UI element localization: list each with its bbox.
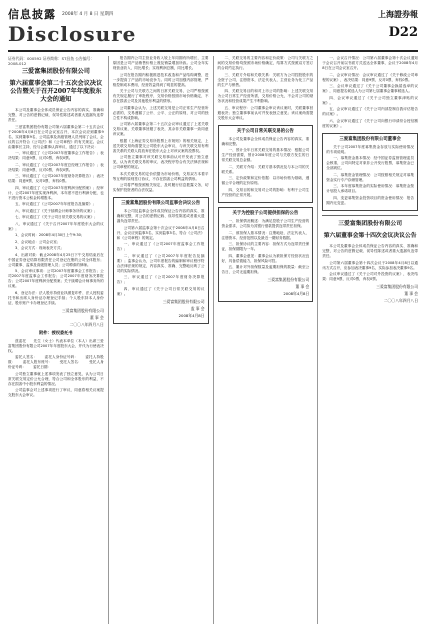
- paragraph: 四、关联交易目的和对上市公司的影响：上述关联交易为公司日常生产经营所需，交易价格公允，不会对公司的财务状况和经营成果产生不利影响。: [217, 89, 314, 103]
- brand-title: 信息披露: [8, 8, 56, 21]
- paragraph: 三爱富集团股份有限公司第六届董事会第二十五次会议于2008年4月8日在公司会议室召开，本次会议应到董事9名，实到董事9名，公司监事及高级管理人员列席了会议，会议的召开符合《公司法》和《公司章程》的有关规定。会议由董事长主持，经与会董事认真审议，通过了以下决议：: [8, 124, 104, 149]
- signature-company: 三爱富集团股份有限公司: [162, 298, 205, 304]
- box-body: [117, 209, 205, 297]
- paragraph: 公司监事会对上述事项进行了审议，同意将相关议案提交股东大会审议。: [8, 388, 104, 397]
- paragraph: 四、会议审议通过了《关于公司独立董事津贴的议案》。: [322, 95, 418, 105]
- paragraph: 三、担保协议的主要内容：担保方式为连带责任保证，担保期限为一年。: [221, 242, 310, 251]
- notice-company: 三爱富集团股份有限公司: [21, 68, 90, 75]
- paragraph: 三、审议通过了《公司2007年度财务决算报告》；: [116, 275, 205, 284]
- issue-date: 2008年 4 月 8 日 星期四: [62, 12, 114, 17]
- box-body: [222, 137, 310, 198]
- paragraph: 二、被担保人基本情况：注册地址、法定代表人、注册资本、经营范围以及最近一期财务数据。: [221, 230, 310, 240]
- paragraph: 1、会议时间：2008年4月30日上午9:30；: [15, 233, 85, 237]
- paragraph: 一、审议通过了《公司2007年度董事会工作报告》；表决结果：同意9票，反对0票，弃权0票。: [8, 151, 104, 160]
- paragraph: 一、审议通过了《公司2007年度监事会工作报告》；: [116, 242, 205, 251]
- box-title: 三爱富集团股份有限公司董事会: [339, 136, 401, 142]
- paper-name: 上海證券報: [378, 9, 418, 19]
- divider: [322, 215, 418, 216]
- signature-board: 董 事 会: [404, 291, 418, 296]
- notice-title: 第六届董事会第二十五次会议决议公告暨关于召开2007年年度股东大会的通知: [9, 80, 103, 103]
- paragraph: 二、关联交易的主要内容和定价政策：公司与关联方之间的交易价格均按照市场价格确定，结算方式按照双方签订的合同约定执行。: [217, 56, 314, 70]
- paragraph: 三、本年度募集资金的实际使用情况：募集资金按计划投入承诺项目。: [326, 184, 414, 193]
- paragraph: 2、会议地点：公司会议室；: [15, 239, 61, 244]
- paragraph: 八、审议通过了《关于召开2007年年度股东大会的议案》；: [8, 221, 104, 231]
- attachment-body: [8, 339, 104, 399]
- paragraph: 关于公司与关联方之间的日常关联交易，公司严格按照有关规定履行了审批程序，交易价格按照市场价格确定，不存在损害公司及其他股东利益的情形。: [112, 89, 209, 103]
- column-body: [322, 56, 418, 129]
- signature-company: 三爱富集团股份有限公司: [267, 277, 310, 282]
- paragraph: 本公司及监事会全体成员保证公告内容的真实、准确和完整，对公告的虚假记载、误导性陈述或者重大遗漏负连带责任。: [116, 209, 205, 223]
- guarantee-box: [218, 207, 314, 302]
- signature-board: 董 事 会: [295, 284, 310, 289]
- paragraph: 公司独立董事对该关联交易事前认可并发表了独立意见，认为该关联交易的审议、表决程序符合有关法律法规和公司章程的规定。: [112, 155, 209, 169]
- column-4: [317, 56, 418, 624]
- column-2: [108, 56, 209, 624]
- paragraph: 二、关联方介绍：关联方基本情况及与本公司的关联关系。: [221, 164, 310, 174]
- signature-date: 二〇〇八年四月八日: [69, 321, 104, 327]
- paragraph: 根据《上海证券交易所股票上市规则》的相关规定，上述关联交易尚需提交公司股东大会审议，与该关联交易有利害关系的关联人将放弃在股东大会上对该议案的投票权。: [112, 138, 209, 153]
- signature-date: 二〇〇八年四月八日: [383, 298, 418, 303]
- second-notice-body: [322, 244, 418, 282]
- paragraph: 三、会议审议通过了《关于公司董事会换届选举的议案》，同意提名候选人为公司第七届董事会董事候选人。: [322, 84, 418, 93]
- second-notice-company: 三爱富集团股份有限公司: [338, 221, 403, 227]
- paragraph: 四、交易目的和交易对公司的影响：有利于公司生产经营的正常开展。: [221, 187, 310, 197]
- page-number: D22: [388, 25, 418, 40]
- paragraph: 兹委托 先生（女士）代表本单位（本人）出席三爱富集团股份有限公司2007年年度股东大会，并代为行使表决权。: [8, 338, 104, 353]
- paragraph: 委托人签名： 委托人身份证号码： 委托人持股数： 委托人股东账号： 受托人签名： 受托人身份证号码： 委托日期：: [8, 355, 104, 369]
- signature-date: 2008年4月8日: [283, 291, 310, 296]
- paragraph: 一、担保情况概述：为满足控股子公司生产经营的资金需求，公司拟为其银行借款提供连带责任担保。: [221, 219, 310, 228]
- signature-company: 三爱富集团股份有限公司: [61, 307, 104, 313]
- paragraph: 5、会议审议事项：公司2007年度董事会工作报告；公司2007年度监事会工作报告；公司2007年度财务决算报告；公司2007年度利润分配预案；关于续聘会计师事务所的议案。: [8, 269, 104, 288]
- fund-usage-box: [322, 133, 418, 212]
- paragraph: 本次关联交易的定价依据为市场价格，交易双方本着平等互利的原则签订协议，不存在损害公司利益的情形。: [112, 171, 209, 181]
- paragraph: 七、审议通过了《关于公司日常关联交易的议案》；: [15, 215, 98, 219]
- paragraph: 三、审议通过了《公司2007年度财务决算报告》；表决结果：同意9票，反对0票，弃权0票。: [8, 174, 104, 183]
- paragraph: 五、会议审议通过了《关于公司内部控制自我评估报告的议案》。: [322, 107, 418, 116]
- notice-body: [8, 108, 104, 306]
- paragraph: 4、出席对象：截止2008年4月25日下午交易结束后在中国证券登记结算有限责任公司登记在册的公司全体股东；公司董事、监事及高级管理人员；公司聘请的律师。: [8, 252, 104, 267]
- paragraph: 本公司及董事会全体成员保证公告内容的真实、准确和完整。: [221, 136, 310, 146]
- supervisory-notice-box: [113, 197, 209, 324]
- paragraph: 6、登记办法：法人股东持营业执照复印件、法人授权委托书和出席人身份证办理登记手续；个人股东持本人身份证、股东账户卡办理登记手续。: [8, 290, 104, 305]
- column-body: [113, 56, 209, 193]
- paragraph: 三、关联方介绍和关联关系：关联方为公司控股股东的全资子公司，注册资本，法定代表人，主营业务为化工产品的生产与销售。: [217, 72, 314, 87]
- paragraph: 五、审议程序：公司董事会审议该议案时，关联董事回避表决；独立董事事前认可并发表独立意见；该议案尚需提交股东大会审议。: [217, 105, 314, 120]
- paragraph: 二、募集资金管理情况：公司按照相关规定对募集资金实行专户存储管理。: [326, 172, 414, 182]
- paragraph: 一、会议召开情况：公司第六届董事会第十次会议通知于会议召开前以书面方式送达全体董事，会议于2008年4月8日在公司会议室召开。: [322, 56, 418, 70]
- column-1: [8, 56, 104, 624]
- paragraph: 二、审议通过了《公司2007年度总经理工作报告》；表决结果：同意9票，反对0票，弃权0票。: [8, 162, 104, 172]
- paragraph: 四、变更募集资金投资项目的资金使用情况：报告期内无变更。: [326, 195, 414, 205]
- paragraph: 六、会议审议通过了《关于公司向银行申请综合授信额度的议案》。: [322, 118, 418, 128]
- paragraph: 五、累计对外担保数量及逾期担保的数量：截至公告日，公司无逾期担保。: [221, 265, 310, 274]
- column-3: [213, 56, 314, 624]
- paragraph: 公司董事会认为，上述关联交易是公司正常生产经营所必需的，交易遵循了公开、公平、公正的原则，对公司的独立性不构成影响。: [112, 105, 209, 120]
- paragraph: 公司第六届董事会第二十五次会议审议通过了上述关联交易议案，关联董事回避了表决，其余非关联董事一致同意该议案。: [112, 122, 209, 136]
- paragraph: 四、审议通过了《关于公司日常关联交易的议案》。: [116, 286, 205, 296]
- paragraph: 四、董事会意见：董事会认为被担保方经营状况良好，具备偿债能力，担保风险可控。: [221, 253, 310, 263]
- signature-board: 监 事 会: [190, 305, 205, 311]
- notice-intro: 本公司及董事会全体成员保证公告内容的真实、准确和完整，对公告的虚假记载、误导性陈述或者重大遗漏负连带责任。: [8, 108, 104, 122]
- second-notice-title: 第六届董事会第十四次会议决议公告: [323, 233, 417, 239]
- paragraph: 公司第六届监事会第十次会议于2008年4月8日召开，会议应到监事5名，实到监事5名，符合《公司法》和《公司章程》的规定。: [116, 225, 205, 240]
- paragraph: 五、审议通过了《公司2007年年度报告及摘要》；: [15, 202, 97, 206]
- paragraph: 本公司及董事会全体成员保证公告内容的真实、准确和完整，对公告的虚假记载、误导性陈述或者重大遗漏负连带责任。: [322, 244, 418, 258]
- paragraph: 一、预计全年日常关联交易的基本情况：根据公司生产经营需要，预计2008年度公司与关联方发生的日常关联交易总金额。: [221, 148, 310, 162]
- paragraph: 四、审议通过了《公司2007年度利润分配预案》；经审计，公司2007年度实现净利润，本年度不进行利润分配，也不进行资本公积金转增股本。: [8, 185, 104, 200]
- paragraph: 三、定价政策和定价依据：以市场价格为基础，遵循公平合理的定价原则。: [221, 176, 310, 185]
- paragraph: 公司第六届董事会第十四次会议于2008年4月8日以通讯方式召开，应参加表决董事9名，实际参加表决董事9名。: [322, 260, 418, 270]
- section-title: Disclosure: [8, 22, 137, 46]
- box-body: [222, 219, 310, 275]
- paragraph: 公司独立董事就上述事项发表了独立意见，认为公司日常关联交易定价公允合理，符合公司和全体股东的利益，不存在损害中小股东利益的情况。: [8, 371, 104, 386]
- stock-code-line: 证券代码：000592 证券简称：ST昌鱼 公告编号：2008-012: [8, 56, 95, 66]
- paragraph: 报告期内公司主营业务收入较上年同期有所增长，主要原因是公司产品销售价格上涨及销量增加所致。公司全年实现营业收入，同比增长；实现利润总额，同比增长。: [112, 56, 209, 70]
- paragraph: 关于公司2007年度募集资金存放与实际使用情况的专项说明。: [326, 144, 414, 154]
- box-body: [326, 145, 414, 206]
- box-title: 关于公司日常关联交易的公告: [236, 128, 294, 134]
- paragraph: 二、会议审议情况：会议审议通过了《关于修改公司章程的议案》，表决结果：同意9票，反对0票，弃权0票。: [322, 72, 418, 82]
- related-transaction-box: [218, 125, 314, 204]
- paragraph: 一、募集资金基本情况：经中国证券监督管理委员会核准，公司向特定对象非公开发行股票，募集资金已全部到位。: [326, 156, 414, 170]
- box-title: 三爱富集团股份有限公司监事会决议公告: [121, 201, 201, 206]
- paragraph: 六、审议通过了《关于续聘会计师事务所的议案》；: [15, 208, 98, 213]
- masthead: [8, 6, 418, 52]
- attachment-title: 附件：授权委托书: [39, 329, 73, 335]
- signature-company: 三爱富集团股份有限公司: [376, 284, 418, 289]
- paragraph: 会议审议通过了《关于公司对外投资的议案》，表决结果：同意9票，反对0票，弃权0票。: [322, 272, 418, 281]
- masthead-top-row: [8, 6, 418, 22]
- columns: [8, 56, 418, 624]
- column-body: [218, 56, 314, 121]
- paragraph: 公司在报告期内积极推进技术改造和产品结构调整，进一步提高了产品的市场竞争力。同时公司加强内部管理，严格控制成本费用，经营效益得到了明显的提高。: [112, 72, 209, 87]
- paragraph: 3、会议方式：现场表决方式；: [15, 246, 65, 250]
- paragraph: 公司将严格按照相关规定，及时履行信息披露义务，切实保护投资者的合法权益。: [112, 183, 209, 192]
- paragraph: 二、审议通过了《公司2007年年度报告及摘要》；监事会认为，公司年度报告的编制和审议程序符合法律法规的规定，内容真实、准确、完整地反映了公司的实际情况。: [116, 253, 205, 273]
- box-title: 关于为控股子公司提供担保的公告: [232, 211, 299, 216]
- signature-board: 董 事 会: [89, 314, 104, 320]
- signature-date: 2008年4月8日: [178, 312, 205, 318]
